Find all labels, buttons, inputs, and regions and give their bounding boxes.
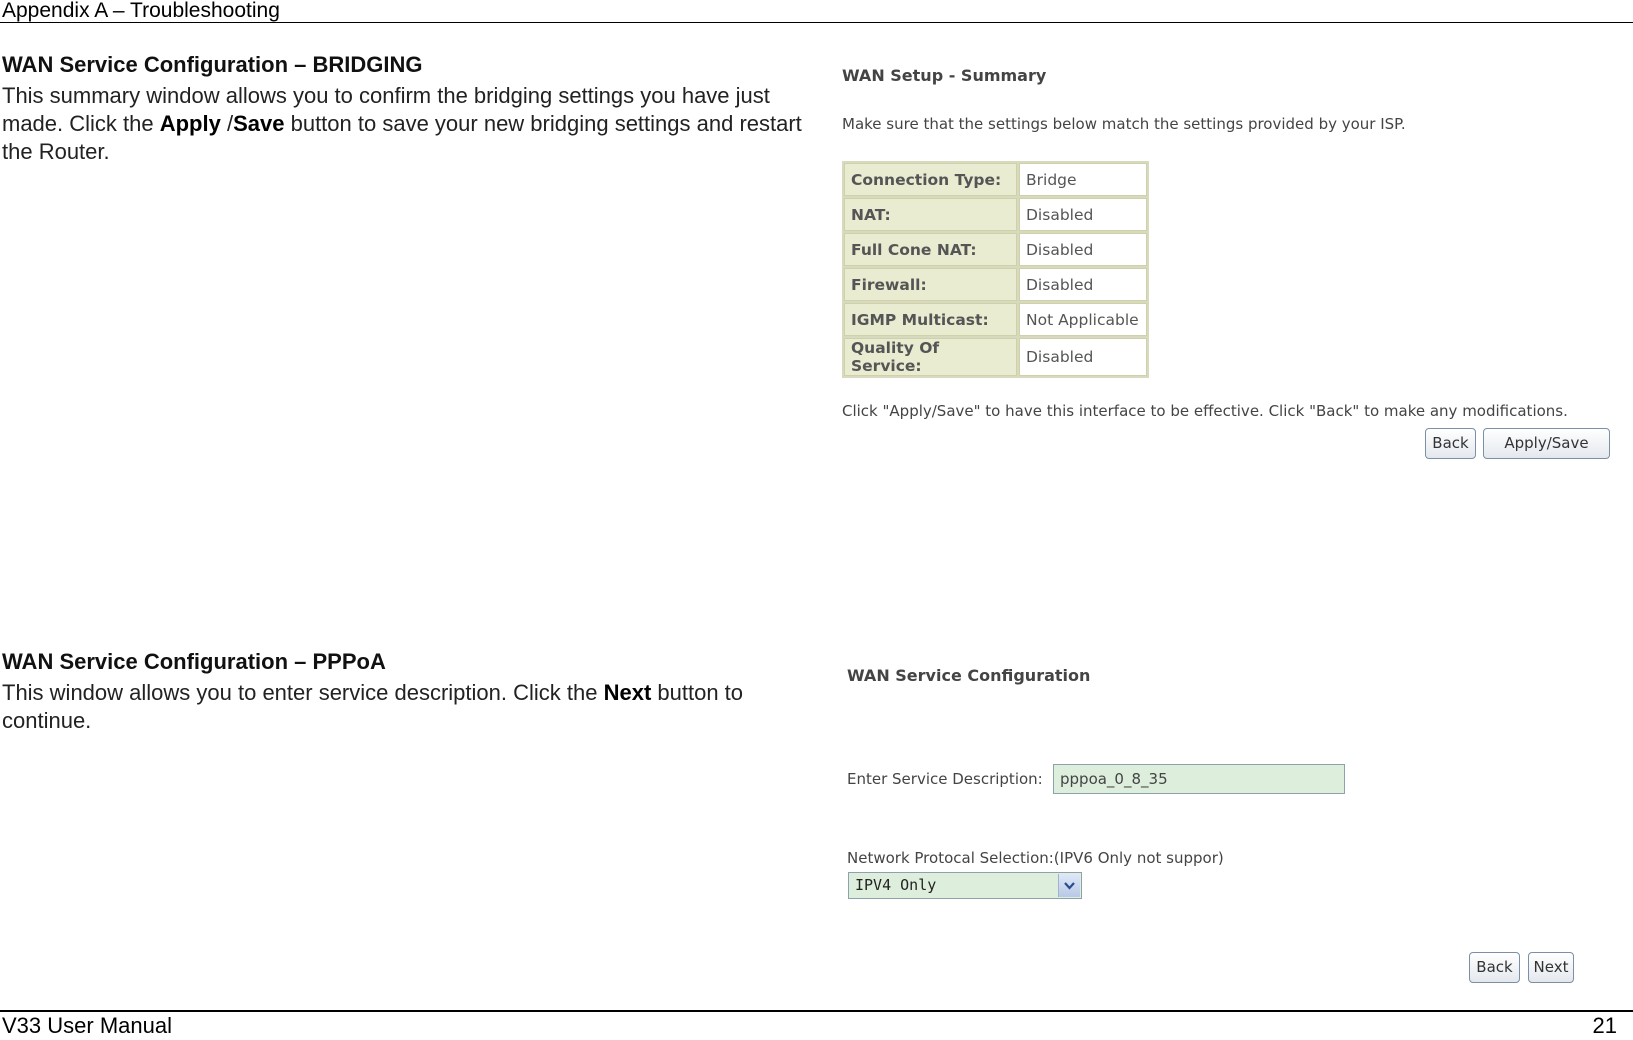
bridging-desc-sep: / <box>220 111 234 136</box>
manual-name: V33 User Manual <box>2 1013 172 1038</box>
row-value: Disabled <box>1019 268 1147 301</box>
row-value: Disabled <box>1019 198 1147 231</box>
wan-summary-screenshot <box>840 62 1620 482</box>
row-value: Not Applicable <box>1019 303 1147 336</box>
row-value: Disabled <box>1019 338 1147 376</box>
table-row <box>844 198 1147 231</box>
apply-save-button[interactable]: Apply/Save <box>1483 428 1610 459</box>
row-label: Connection Type: <box>844 163 1017 196</box>
pppoa-desc-next: Next <box>603 680 652 705</box>
bridging-title: WAN Service Configuration – BRIDGING <box>2 52 423 77</box>
protocol-select[interactable] <box>848 872 1082 899</box>
pppoa-section-text <box>2 649 812 735</box>
table-row <box>844 338 1147 376</box>
back-button[interactable]: Back <box>1469 952 1520 983</box>
summary-note: Click "Apply/Save" to have this interface to be effective. Click "Back" to make any modifications. <box>842 402 1568 420</box>
row-value: Disabled <box>1019 233 1147 266</box>
table-row <box>844 233 1147 266</box>
page-footer <box>0 1010 1633 1040</box>
row-label: IGMP Multicast: <box>844 303 1017 336</box>
bridging-section-text <box>2 52 812 166</box>
pppoa-desc-part2: button to continue. <box>2 680 744 733</box>
row-label: Full Cone NAT: <box>844 233 1017 266</box>
service-config-title: WAN Service Configuration <box>847 666 1091 685</box>
service-description-label: Enter Service Description: <box>847 770 1043 788</box>
bridging-description <box>2 82 812 166</box>
page-header <box>0 0 1633 23</box>
chevron-down-icon[interactable] <box>1058 874 1080 897</box>
row-label: NAT: <box>844 198 1017 231</box>
row-label: Quality Of Service: <box>844 338 1017 376</box>
service-description-input[interactable]: pppoa_0_8_35 <box>1053 764 1345 794</box>
pppoa-description <box>2 679 812 735</box>
protocol-selection-label: Network Protocal Selection:(IPV6 Only not suppor) <box>847 849 1224 867</box>
pppoa-title: WAN Service Configuration – PPPoA <box>2 649 386 674</box>
bridging-desc-part1: This summary window allows you to confirm the bridging settings you have just made. Click the <box>2 83 770 136</box>
bridging-desc-part2: button to save your new bridging settings and restart the Router. <box>2 111 802 164</box>
wan-service-config-screenshot <box>840 660 1620 1000</box>
summary-intro: Make sure that the settings below match the settings provided by your ISP. <box>842 115 1406 133</box>
protocol-select-value: IPV4 Only <box>855 876 937 894</box>
table-row <box>844 163 1147 196</box>
bridging-desc-apply: Apply <box>159 111 221 136</box>
header-title: Appendix A – Troubleshooting <box>2 0 280 22</box>
row-value: Bridge <box>1019 163 1147 196</box>
pppoa-desc-part1: This window allows you to enter service description. Click the <box>2 680 604 705</box>
bridging-desc-save: Save <box>233 111 285 136</box>
summary-title: WAN Setup - Summary <box>842 66 1047 85</box>
table-row <box>844 268 1147 301</box>
table-row <box>844 303 1147 336</box>
page-number: 21 <box>1592 1013 1617 1038</box>
summary-table <box>842 161 1149 378</box>
row-label: Firewall: <box>844 268 1017 301</box>
back-button[interactable]: Back <box>1425 428 1476 459</box>
next-button[interactable]: Next <box>1528 952 1574 983</box>
